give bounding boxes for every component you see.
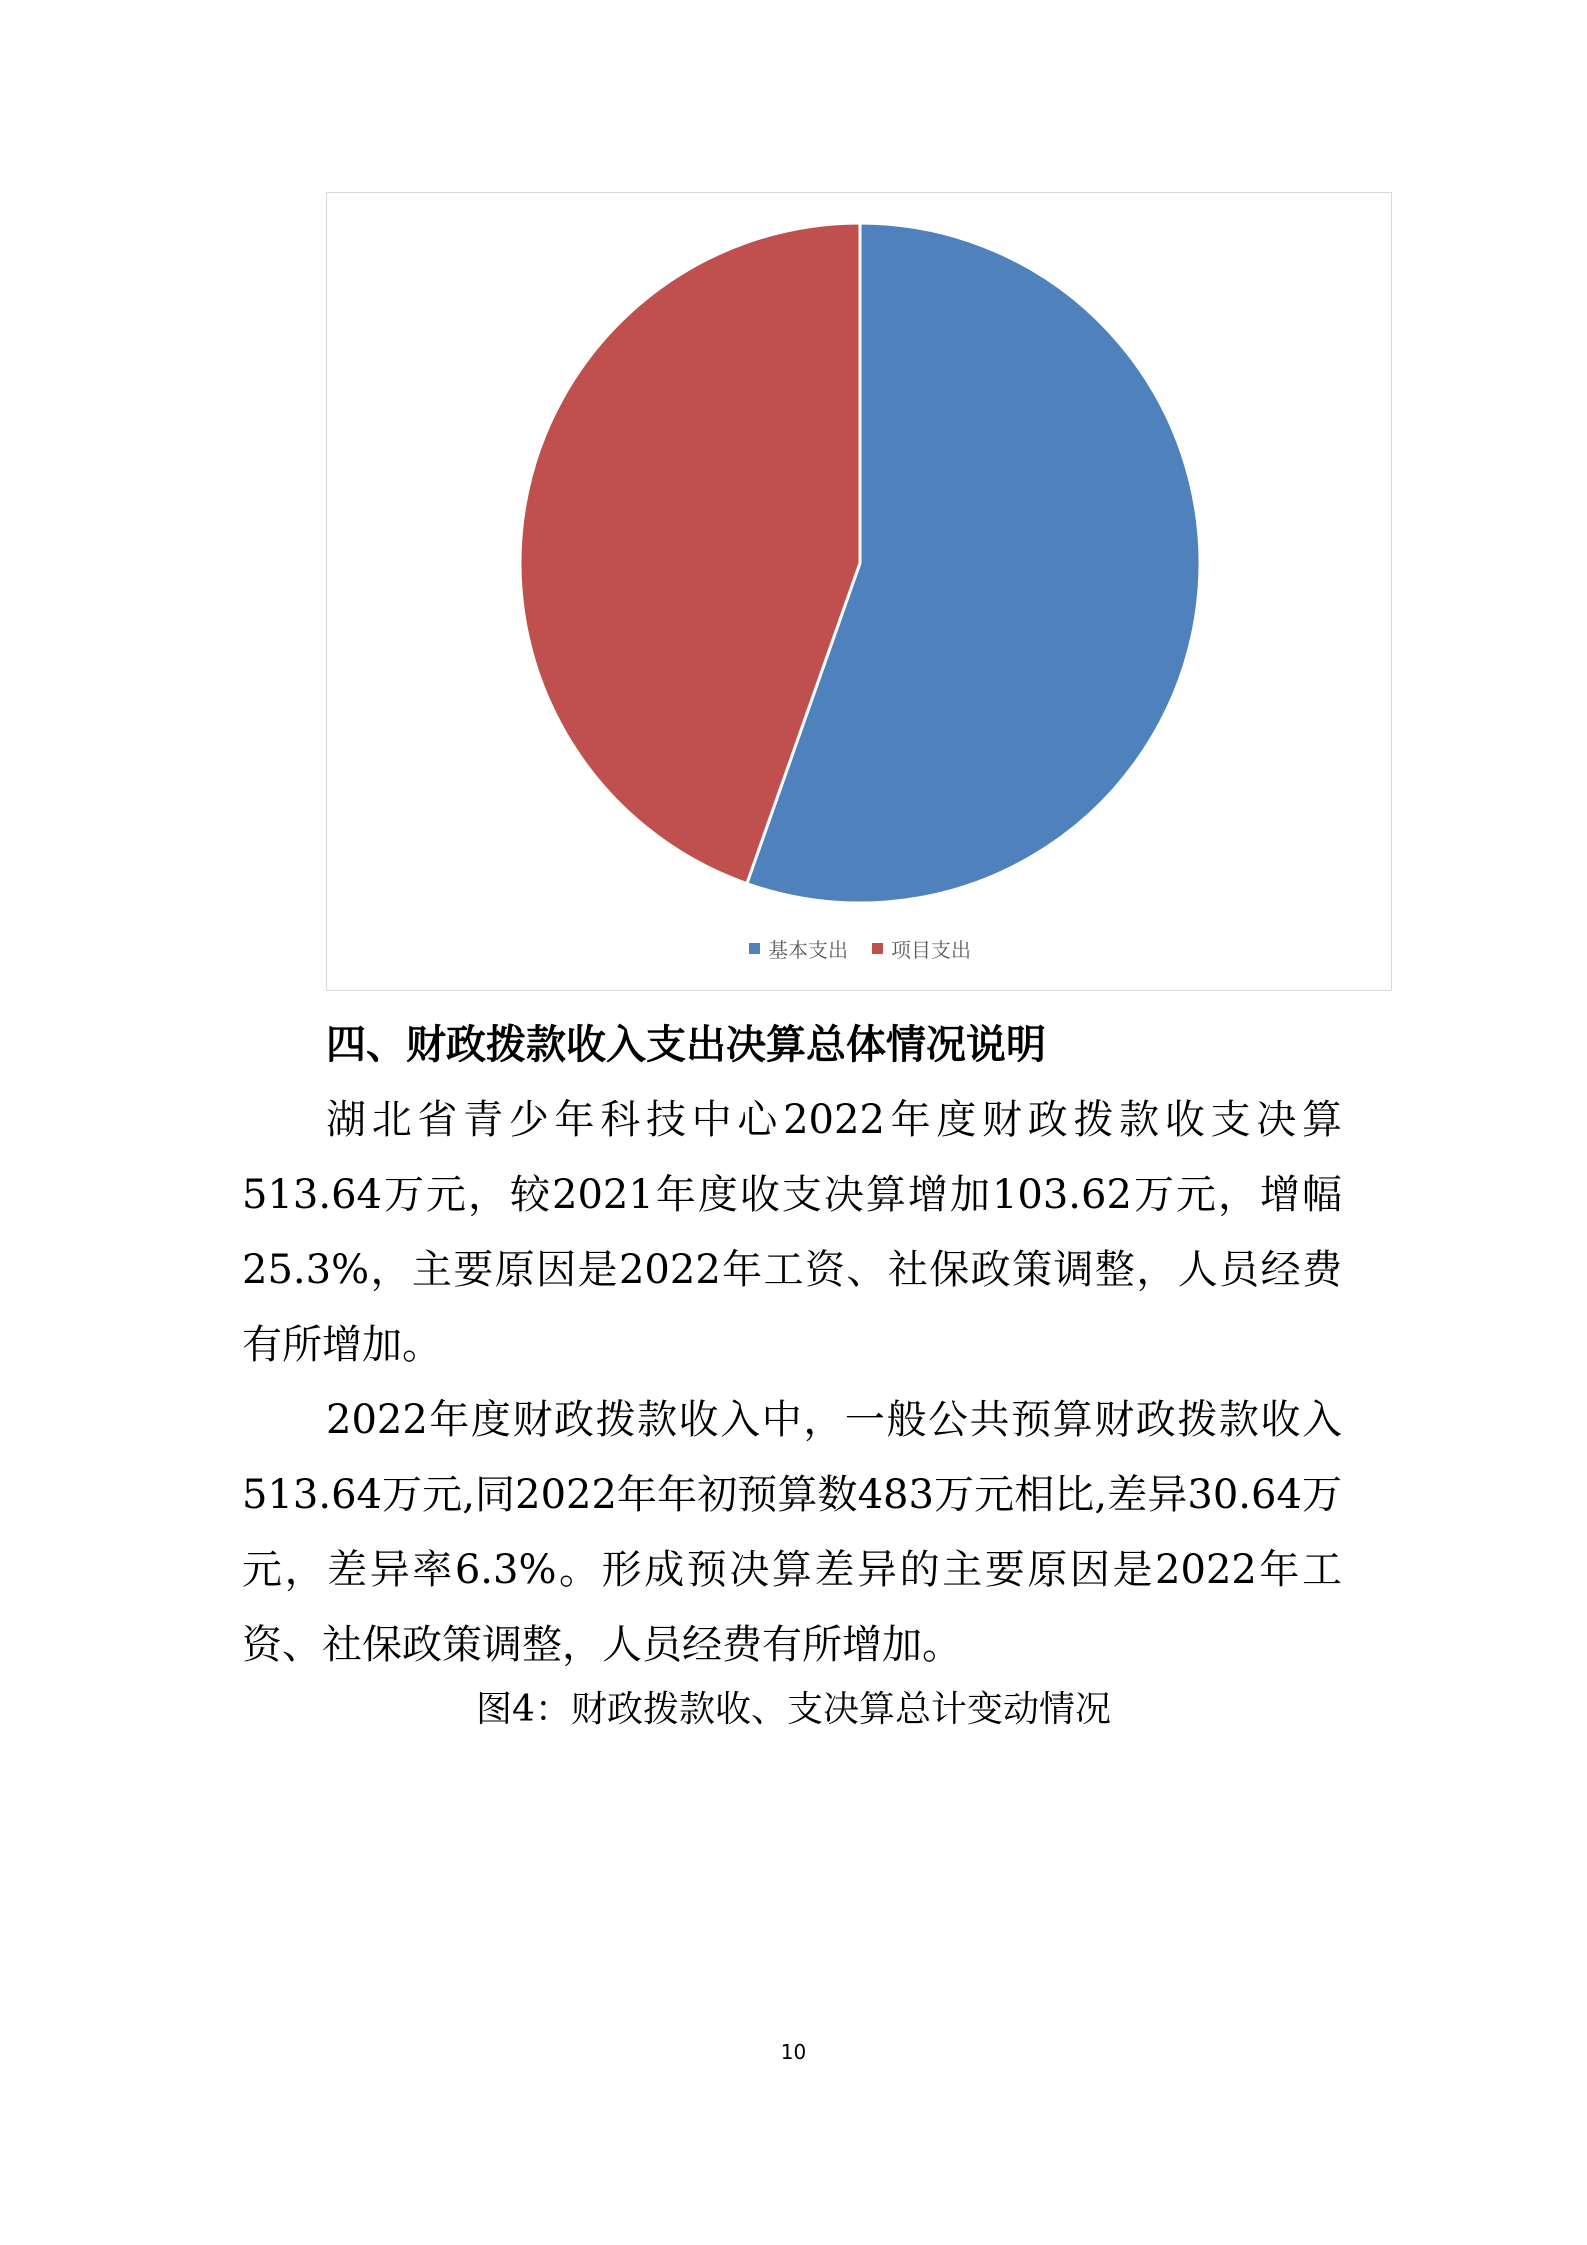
legend-item-basic xyxy=(749,934,848,963)
body-paragraph-2: 2022年度财政拨款收入中，一般公共预算财政拨款收入513.64万元,同2022年年初预算数483万元相比,差异30.64万元，差异率6.3%。形成预决算差异的主要原因是2022年工资、社保政策调整，人员经费有所增加。 xyxy=(242,1397,1342,1668)
legend-label-basic: 基本支出 xyxy=(768,937,848,962)
section-heading: 四、财政拨款收入支出决算总体情况说明 xyxy=(326,1022,1046,1068)
page-number: 10 xyxy=(780,2040,807,2064)
legend-swatch-project xyxy=(872,943,883,954)
body-paragraph-1: 湖北省青少年科技中心2022年度财政拨款收支决算513.64万元，较2021年度收支决算增加103.62万元，增幅25.3%，主要原因是2022年工资、社保政策调整，人员经费有所增加。 xyxy=(242,1097,1342,1368)
legend-label-project: 项目支出 xyxy=(891,937,971,962)
chart-legend xyxy=(327,933,1393,963)
figure-caption: 图4：财政拨款收、支决算总计变动情况 xyxy=(476,1689,1111,1730)
legend-swatch-basic xyxy=(749,943,760,954)
pie-chart-frame xyxy=(326,192,1392,991)
legend-item-project xyxy=(872,934,971,963)
pie-chart xyxy=(327,193,1393,992)
